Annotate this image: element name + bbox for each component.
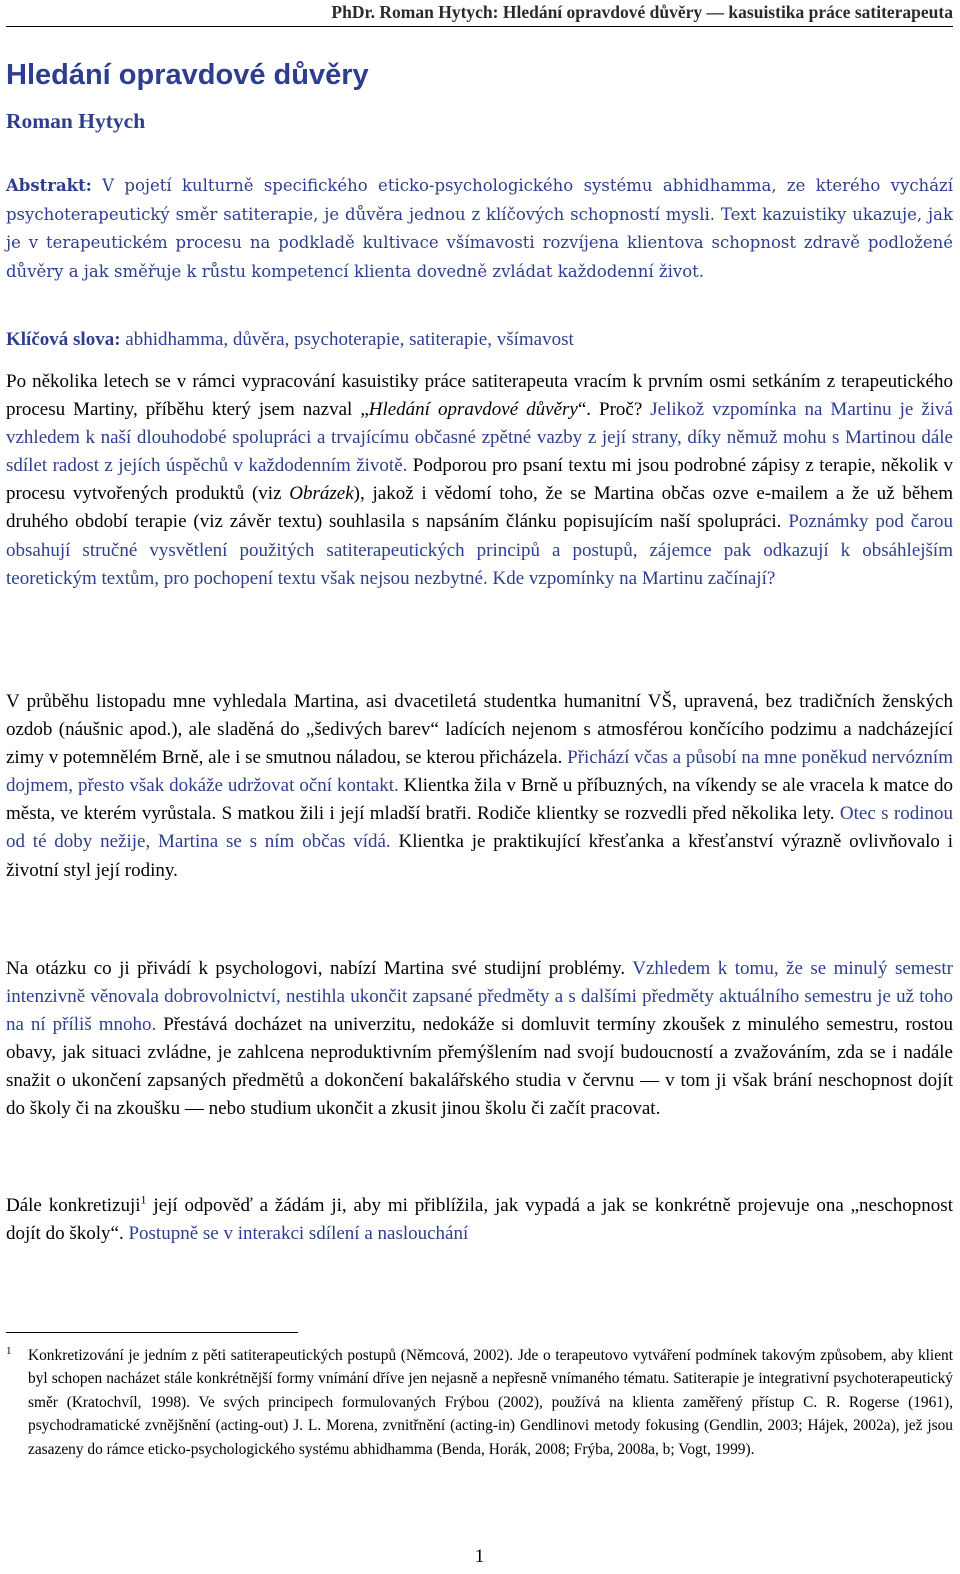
article-title: Hledání opravdové důvěry xyxy=(6,59,369,91)
abstract xyxy=(6,172,953,286)
p2-sentence: Otec s rodinou od té doby nežije, Martina se s ním občas vídá. xyxy=(6,803,953,853)
p2-sentence: Klientka žila v Brně u příbuzných, na víkendy se ale vracela k matce do města, ve kterém vyrůstala. S matkou žili i její mladší bratři. Rodiče klientky se rozvedli před několika lety. xyxy=(6,775,953,825)
keywords-label: Klíčová slova: xyxy=(6,329,121,350)
header-rule xyxy=(6,26,953,27)
page-number: 1 xyxy=(474,1546,485,1567)
p1-story-title: Hledání opravdové důvěry xyxy=(368,399,578,421)
article-author: Roman Hytych xyxy=(6,109,146,133)
paragraph-4 xyxy=(6,1192,953,1248)
p1-sentence: Podporou pro psaní textu mi jsou podrobné zápisy z terapie, několik v procesu vytvořených produktů (viz xyxy=(6,455,953,505)
p1-sentence: ), jakož i vědomí toho, že se Martina občas ozve e-mailem a že už během druhého období terapie (viz závěr textu) souhlasila s napsáním článku popisujícím naší spolupráci. xyxy=(6,483,953,533)
p3-sentence: Vzhledem k tomu, že se minulý semestr intenzivně věnovala dobrovolnictví, nestihla ukončit zapsané předměty a s dalšími předměty aktuálního semestru je už toho na ní příliš mnoho. xyxy=(6,958,953,1036)
p1-sentence: “. Proč? xyxy=(577,399,643,421)
p3-sentence: Na otázku co ji přivádí k psychologovi, nabízí Martina své studijní problémy. xyxy=(6,958,626,979)
paragraph-1 xyxy=(6,368,953,593)
p2-sentence: Přichází včas a působí na mne poněkud nervózním dojmem, přesto však dokáže udržovat oční kontakt. xyxy=(6,747,953,797)
keywords-text: abhidhamma, důvěra, psychoterapie, satiterapie, všímavost xyxy=(120,329,574,350)
p2-sentence: Klientka je praktikující křesťanka a křesťanství výrazně ovlivňovalo i životní styl její rodiny. xyxy=(6,831,953,881)
footnote-rule xyxy=(6,1332,298,1333)
p1-sentence: Po několika letech se v rámci vypracování kasuistiky práce satiterapeuta vracím k prvním osmi setkáním z terapeutického procesu Martiny, příběhu který jsem nazval „ xyxy=(6,371,953,421)
p4-sentence: Postupně se v interakci sdílení a naslouchání xyxy=(123,1223,469,1245)
footnote-number: 1 xyxy=(6,1345,12,1357)
p4-sentence: její odpověď a žádám ji, aby mi přiblížila, jak vypadá a jak se konkrétně projevuje ona „neschopnost dojít do školy“. xyxy=(6,1195,953,1245)
p3-sentence: Přestává docházet na univerzitu, nedokáže si domluvit termíny zkoušek z minulého semestru, rostou obavy, jak situaci zvládne, je zahlcena neproduktivním přemýšlením nad svojí budoucností a zvažováním, zda se i nadále snažit o ukončení zapsaných předmětů a dokončení bakalářského studia v červnu — v tom ji však brání neschopnost dojít do školy či na zkoušku — nebo studium ukončit a zkusit jinou školu či začít pracovat. xyxy=(6,1014,953,1120)
p1-figure-ref: Obrázek xyxy=(289,483,354,505)
keywords xyxy=(6,326,953,354)
footnote-1 xyxy=(6,1344,953,1461)
footnote-text: Konkretizování je jedním z pěti satiterapeutických postupů (Němcová, 2002). Jde o terapeutovo vytváření podmínek takovým způsobem, aby klient byl schopen nacházet stále konkrétnější formy vnímání dříve jen nejasně a nepřesně vnímaného tématu. Satiterapie je integrativní psychoterapeutický směr (Kratochvíl, 1998). Ve svých principech formulovaných Frýbou (2002), používá na klienta zaměřený přístup C. R. Rogerse (1961), psychodramatické zvnějšnění (acting-out) J. L. Morena, zvnitřnění (acting-in) Gendlinovi metody fokusing (Gendlin, 2003; Hájek, 2002a), jež jsou zasazeny do rámce eticko-psychologického systému abhidhamma (Benda, Horák, 2008; Frýba, 2008a, b; Vogt, 1999). xyxy=(28,1347,953,1458)
footnote-ref[interactable]: 1 xyxy=(140,1192,147,1207)
abstract-text: V pojetí kulturně specifického eticko-psychologického systému abhidhamma, ze kterého vychází psychoterapeutický směr satiterapie, je důvěra jednou z klíčových schopností mysli. Text kazuistiky ukazuje, jak je v terapeutickém procesu na podkladě kultivace všímavosti rozvíjena klientova schopnost zdravě podložené důvěry a jak směřuje k růstu kompetencí klienta dovedně zvládat každodenní život. xyxy=(6,176,953,281)
p2-sentence: V průběhu listopadu mne vyhledala Martina, asi dvacetiletá studentka humanitní VŠ, upravená, bez tradičních ženských ozdob (náušnic apod.), ale sladěná do „šedivých barev“ ladících nejenom s atmosférou končícího podzimu a nadcházející zimy v potemnělém Brně, ale i se smutnou náladou, se kterou přicházela. xyxy=(6,691,953,769)
running-header: PhDr. Roman Hytych: Hledání opravdové důvěry — kasuistika práce satiterapeuta xyxy=(331,2,953,22)
p1-sentence: Poznámky pod čarou obsahují stručné vysvětlení použitých satiterapeutických principů a postupů, zájemce pak odkazují k obsáhlejším teoretickým textům, pro pochopení textu však nejsou nezbytné. Kde vzpomínky na Martinu začínají? xyxy=(6,511,954,589)
paragraph-3 xyxy=(6,955,953,1124)
paragraph-2 xyxy=(6,688,953,885)
abstract-label: Abstrakt: xyxy=(6,176,92,195)
p4-sentence: Dále konkretizuji xyxy=(6,1195,141,1216)
p1-sentence: Jelikož vzpomínka na Martinu je živá vzhledem k naší dlouhodobé spolupráci a trvajícímu občasné zpětné vazby z její strany, díky němuž mohu s Martinou dále sdílet radost z jejích úspěchů v každodenním životě. xyxy=(6,399,953,477)
document-page xyxy=(6,0,953,1574)
